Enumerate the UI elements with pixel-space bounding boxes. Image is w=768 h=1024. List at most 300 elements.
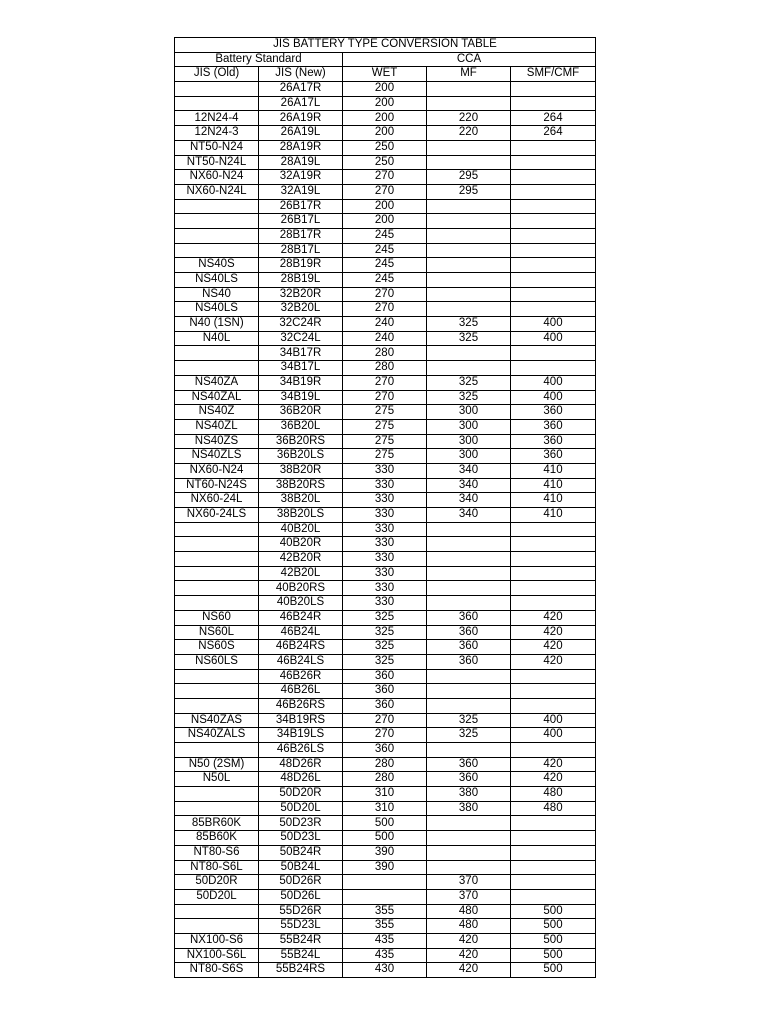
cell-jis-new: 38B20L [259, 493, 343, 508]
cell-mf: 300 [427, 449, 511, 464]
cell-jis-old: NX60-N24 [175, 170, 259, 185]
cell-wet: 200 [343, 96, 427, 111]
cell-jis-old: NT50-N24L [175, 155, 259, 170]
cell-jis-old: N50 (2SM) [175, 757, 259, 772]
table-row [175, 698, 596, 713]
cell-wet: 355 [343, 919, 427, 934]
cell-jis-old [175, 552, 259, 567]
cell-wet: 330 [343, 522, 427, 537]
cell-mf: 325 [427, 317, 511, 332]
cell-mf: 370 [427, 889, 511, 904]
cell-smf-cmf: 360 [511, 405, 596, 420]
cell-jis-new: 28A19L [259, 155, 343, 170]
cell-wet: 270 [343, 170, 427, 185]
cell-smf-cmf: 410 [511, 508, 596, 523]
cell-jis-new: 46B26L [259, 684, 343, 699]
cell-wet: 270 [343, 728, 427, 743]
cell-wet: 310 [343, 801, 427, 816]
cell-jis-old: 85B60K [175, 831, 259, 846]
cell-mf [427, 698, 511, 713]
cell-wet: 330 [343, 596, 427, 611]
cell-wet: 200 [343, 111, 427, 126]
cell-wet: 330 [343, 463, 427, 478]
cell-mf [427, 302, 511, 317]
col-header-jis-new: JIS (New) [259, 67, 343, 82]
cell-jis-old: NX100-S6L [175, 948, 259, 963]
cell-jis-new: 40B20RS [259, 581, 343, 596]
table-row [175, 596, 596, 611]
cell-smf-cmf [511, 845, 596, 860]
cell-mf: 300 [427, 419, 511, 434]
table-row [175, 669, 596, 684]
table-row [175, 478, 596, 493]
cell-wet: 270 [343, 302, 427, 317]
group-header-row [175, 52, 596, 67]
cell-jis-old [175, 566, 259, 581]
cell-smf-cmf [511, 669, 596, 684]
cell-jis-old: 12N24-4 [175, 111, 259, 126]
cell-jis-new: 48D26R [259, 757, 343, 772]
table-row [175, 801, 596, 816]
table-row [175, 96, 596, 111]
table-row [175, 654, 596, 669]
cell-jis-new: 50D23L [259, 831, 343, 846]
table-row [175, 243, 596, 258]
cell-jis-new: 55B24RS [259, 963, 343, 978]
cell-jis-old [175, 698, 259, 713]
cell-smf-cmf: 264 [511, 111, 596, 126]
table-row [175, 287, 596, 302]
cell-jis-new: 36B20LS [259, 449, 343, 464]
table-row [175, 405, 596, 420]
cell-smf-cmf [511, 273, 596, 288]
cell-mf [427, 199, 511, 214]
cell-jis-new: 28B17L [259, 243, 343, 258]
cell-mf: 380 [427, 801, 511, 816]
cell-wet: 280 [343, 346, 427, 361]
table-row [175, 258, 596, 273]
cell-smf-cmf [511, 82, 596, 97]
table-row [175, 625, 596, 640]
cell-wet: 435 [343, 948, 427, 963]
cell-wet: 245 [343, 273, 427, 288]
cca-group-header: CCA [343, 52, 596, 67]
cell-smf-cmf [511, 155, 596, 170]
cell-wet: 270 [343, 713, 427, 728]
cell-jis-new: 36B20L [259, 419, 343, 434]
table-row [175, 522, 596, 537]
cell-jis-new: 40B20R [259, 537, 343, 552]
cell-mf [427, 287, 511, 302]
cell-jis-new: 50D20L [259, 801, 343, 816]
cell-mf [427, 155, 511, 170]
table-row [175, 449, 596, 464]
cell-jis-old: NX60-24LS [175, 508, 259, 523]
cell-mf [427, 566, 511, 581]
col-header-mf: MF [427, 67, 511, 82]
cell-jis-new: 26A19R [259, 111, 343, 126]
cell-jis-old: NS60L [175, 625, 259, 640]
cell-wet: 270 [343, 375, 427, 390]
cell-wet: 325 [343, 654, 427, 669]
cell-wet: 330 [343, 566, 427, 581]
cell-jis-old: 85BR60K [175, 816, 259, 831]
cell-wet: 500 [343, 816, 427, 831]
table-row [175, 140, 596, 155]
cell-smf-cmf [511, 698, 596, 713]
cell-jis-new: 38B20RS [259, 478, 343, 493]
table-title: JIS BATTERY TYPE CONVERSION TABLE [175, 38, 596, 53]
cell-mf: 295 [427, 184, 511, 199]
cell-smf-cmf: 400 [511, 331, 596, 346]
cell-mf: 325 [427, 713, 511, 728]
cell-mf: 340 [427, 478, 511, 493]
cell-wet: 275 [343, 405, 427, 420]
cell-jis-old: NS60LS [175, 654, 259, 669]
cell-mf: 325 [427, 331, 511, 346]
cell-wet: 275 [343, 434, 427, 449]
table-row [175, 743, 596, 758]
cell-wet: 330 [343, 581, 427, 596]
cell-smf-cmf [511, 743, 596, 758]
cell-jis-old [175, 199, 259, 214]
cell-wet: 250 [343, 140, 427, 155]
cell-wet: 270 [343, 184, 427, 199]
cell-mf [427, 96, 511, 111]
cell-smf-cmf: 400 [511, 390, 596, 405]
table-row [175, 787, 596, 802]
cell-jis-old [175, 243, 259, 258]
cell-jis-old [175, 214, 259, 229]
table-row [175, 331, 596, 346]
cell-wet: 360 [343, 669, 427, 684]
table-row [175, 713, 596, 728]
cell-mf [427, 258, 511, 273]
cell-mf [427, 140, 511, 155]
cell-smf-cmf: 410 [511, 463, 596, 478]
cell-wet: 325 [343, 610, 427, 625]
cell-jis-old: NT60-N24S [175, 478, 259, 493]
table-row [175, 463, 596, 478]
cell-jis-new: 50B24L [259, 860, 343, 875]
cell-jis-old: NX60-N24L [175, 184, 259, 199]
cell-jis-new: 46B24L [259, 625, 343, 640]
cell-smf-cmf: 500 [511, 963, 596, 978]
cell-smf-cmf: 400 [511, 713, 596, 728]
cell-smf-cmf [511, 258, 596, 273]
cell-mf [427, 831, 511, 846]
cell-smf-cmf: 480 [511, 787, 596, 802]
table-row [175, 640, 596, 655]
cell-wet: 280 [343, 772, 427, 787]
table-row [175, 214, 596, 229]
cell-mf [427, 537, 511, 552]
cell-jis-new: 42B20L [259, 566, 343, 581]
cell-jis-new: 32C24R [259, 317, 343, 332]
col-header-wet: WET [343, 67, 427, 82]
cell-jis-new: 26A17L [259, 96, 343, 111]
table-row [175, 919, 596, 934]
cell-wet: 275 [343, 419, 427, 434]
table-row [175, 948, 596, 963]
table-row [175, 845, 596, 860]
cell-wet: 330 [343, 552, 427, 567]
cell-mf: 420 [427, 948, 511, 963]
cell-wet: 330 [343, 493, 427, 508]
table-row [175, 860, 596, 875]
cell-mf [427, 596, 511, 611]
cell-wet: 360 [343, 684, 427, 699]
table-row [175, 434, 596, 449]
cell-wet: 310 [343, 787, 427, 802]
table-row [175, 904, 596, 919]
cell-jis-old: 50D20R [175, 875, 259, 890]
cell-smf-cmf [511, 581, 596, 596]
cell-jis-old [175, 581, 259, 596]
cell-jis-old [175, 346, 259, 361]
cell-mf: 220 [427, 111, 511, 126]
cell-jis-old [175, 787, 259, 802]
cell-jis-new: 55D26R [259, 904, 343, 919]
cell-smf-cmf [511, 860, 596, 875]
cell-smf-cmf: 420 [511, 625, 596, 640]
cell-jis-old [175, 537, 259, 552]
cell-jis-new: 28B19R [259, 258, 343, 273]
cell-wet: 390 [343, 845, 427, 860]
table-row [175, 346, 596, 361]
cell-wet: 245 [343, 243, 427, 258]
cell-mf [427, 361, 511, 376]
cell-smf-cmf [511, 140, 596, 155]
cell-jis-old [175, 743, 259, 758]
cell-jis-old [175, 522, 259, 537]
cell-jis-old [175, 904, 259, 919]
cell-mf [427, 346, 511, 361]
cell-wet: 200 [343, 199, 427, 214]
cell-jis-new: 50D26L [259, 889, 343, 904]
cell-jis-new: 32A19L [259, 184, 343, 199]
cell-jis-new: 32B20R [259, 287, 343, 302]
cell-jis-old: NX100-S6 [175, 933, 259, 948]
cell-mf: 220 [427, 126, 511, 141]
cell-smf-cmf [511, 537, 596, 552]
cell-jis-old: N40 (1SN) [175, 317, 259, 332]
cell-jis-old: N40L [175, 331, 259, 346]
column-header-row [175, 67, 596, 82]
cell-jis-new: 36B20RS [259, 434, 343, 449]
cell-jis-old: NS40ZAL [175, 390, 259, 405]
cell-mf: 420 [427, 933, 511, 948]
cell-wet [343, 889, 427, 904]
cell-mf: 300 [427, 405, 511, 420]
cell-jis-new: 28B17R [259, 228, 343, 243]
cell-jis-old: 12N24-3 [175, 126, 259, 141]
table-row [175, 831, 596, 846]
cell-jis-new: 55B24R [259, 933, 343, 948]
conversion-table-container [174, 37, 595, 978]
cell-mf: 360 [427, 757, 511, 772]
table-row [175, 199, 596, 214]
cell-mf [427, 552, 511, 567]
cell-jis-new: 50D26R [259, 875, 343, 890]
cell-jis-old [175, 684, 259, 699]
battery-standard-group-header: Battery Standard [175, 52, 343, 67]
cell-smf-cmf [511, 552, 596, 567]
table-row [175, 816, 596, 831]
cell-jis-new: 46B24RS [259, 640, 343, 655]
table-row [175, 537, 596, 552]
cell-jis-new: 46B26RS [259, 698, 343, 713]
table-row [175, 419, 596, 434]
cell-mf [427, 228, 511, 243]
cell-jis-old: NT80-S6L [175, 860, 259, 875]
cell-mf: 325 [427, 390, 511, 405]
cell-smf-cmf: 410 [511, 493, 596, 508]
cell-jis-old: NS40Z [175, 405, 259, 420]
cell-jis-new: 34B19R [259, 375, 343, 390]
table-row [175, 552, 596, 567]
cell-jis-new: 34B19RS [259, 713, 343, 728]
cell-mf: 295 [427, 170, 511, 185]
cell-wet: 240 [343, 331, 427, 346]
cell-jis-new: 26B17L [259, 214, 343, 229]
table-row [175, 581, 596, 596]
cell-mf: 360 [427, 654, 511, 669]
cell-smf-cmf [511, 816, 596, 831]
table-row [175, 361, 596, 376]
table-row [175, 184, 596, 199]
cell-jis-new: 40B20L [259, 522, 343, 537]
cell-jis-new: 34B19LS [259, 728, 343, 743]
cell-smf-cmf [511, 214, 596, 229]
title-row [175, 38, 596, 53]
cell-mf: 340 [427, 493, 511, 508]
cell-smf-cmf [511, 199, 596, 214]
table-row [175, 375, 596, 390]
cell-mf: 340 [427, 508, 511, 523]
cell-wet: 245 [343, 258, 427, 273]
cell-jis-new: 55B24L [259, 948, 343, 963]
cell-mf [427, 743, 511, 758]
cell-jis-new: 46B24R [259, 610, 343, 625]
table-row [175, 757, 596, 772]
cell-smf-cmf [511, 684, 596, 699]
table-row [175, 889, 596, 904]
table-row [175, 508, 596, 523]
cell-jis-new: 50D20R [259, 787, 343, 802]
cell-mf [427, 522, 511, 537]
cell-jis-old: N50L [175, 772, 259, 787]
cell-mf: 300 [427, 434, 511, 449]
cell-wet [343, 875, 427, 890]
cell-jis-old: NS40LS [175, 302, 259, 317]
cell-smf-cmf: 360 [511, 449, 596, 464]
cell-mf: 360 [427, 772, 511, 787]
table-row [175, 875, 596, 890]
cell-mf [427, 860, 511, 875]
cell-mf [427, 816, 511, 831]
cell-mf: 480 [427, 904, 511, 919]
cell-smf-cmf: 500 [511, 948, 596, 963]
cell-wet: 270 [343, 390, 427, 405]
cell-mf: 380 [427, 787, 511, 802]
table-row [175, 772, 596, 787]
cell-jis-old: NS40LS [175, 273, 259, 288]
cell-wet: 435 [343, 933, 427, 948]
cell-jis-old: NX60-24L [175, 493, 259, 508]
cell-wet: 330 [343, 478, 427, 493]
cell-wet: 360 [343, 743, 427, 758]
cell-mf: 325 [427, 728, 511, 743]
cell-smf-cmf [511, 346, 596, 361]
cell-wet: 360 [343, 698, 427, 713]
cell-wet: 275 [343, 449, 427, 464]
table-row [175, 933, 596, 948]
cell-jis-old: 50D20L [175, 889, 259, 904]
cell-mf: 360 [427, 625, 511, 640]
cell-smf-cmf [511, 889, 596, 904]
cell-smf-cmf [511, 831, 596, 846]
cell-mf [427, 243, 511, 258]
cell-smf-cmf [511, 302, 596, 317]
cell-jis-old: NS40ZLS [175, 449, 259, 464]
cell-jis-old: NS40ZL [175, 419, 259, 434]
cell-wet: 325 [343, 625, 427, 640]
cell-jis-new: 34B17L [259, 361, 343, 376]
cell-jis-new: 36B20R [259, 405, 343, 420]
cell-jis-old: NS60 [175, 610, 259, 625]
table-row [175, 963, 596, 978]
cell-mf: 340 [427, 463, 511, 478]
cell-smf-cmf: 400 [511, 375, 596, 390]
table-row [175, 684, 596, 699]
cell-smf-cmf: 400 [511, 728, 596, 743]
table-row [175, 610, 596, 625]
cell-jis-new: 32A19R [259, 170, 343, 185]
cell-smf-cmf [511, 596, 596, 611]
cell-jis-new: 26B17R [259, 199, 343, 214]
table-row [175, 728, 596, 743]
cell-smf-cmf: 500 [511, 904, 596, 919]
cell-jis-new: 28B19L [259, 273, 343, 288]
cell-smf-cmf [511, 96, 596, 111]
table-row [175, 126, 596, 141]
cell-wet: 245 [343, 228, 427, 243]
cell-jis-old [175, 228, 259, 243]
cell-jis-old: NT50-N24 [175, 140, 259, 155]
cell-wet: 325 [343, 640, 427, 655]
cell-jis-old: NS40ZALS [175, 728, 259, 743]
table-row [175, 111, 596, 126]
cell-jis-old [175, 82, 259, 97]
cell-jis-new: 34B17R [259, 346, 343, 361]
cell-smf-cmf [511, 184, 596, 199]
cell-smf-cmf: 500 [511, 933, 596, 948]
table-row [175, 228, 596, 243]
cell-wet: 250 [343, 155, 427, 170]
cell-jis-old: NT80-S6S [175, 963, 259, 978]
cell-jis-new: 46B24LS [259, 654, 343, 669]
table-row [175, 155, 596, 170]
cell-jis-old [175, 361, 259, 376]
cell-wet: 200 [343, 214, 427, 229]
cell-mf [427, 669, 511, 684]
cell-wet: 240 [343, 317, 427, 332]
table-row [175, 302, 596, 317]
cell-mf: 370 [427, 875, 511, 890]
cell-wet: 200 [343, 126, 427, 141]
cell-jis-old [175, 919, 259, 934]
